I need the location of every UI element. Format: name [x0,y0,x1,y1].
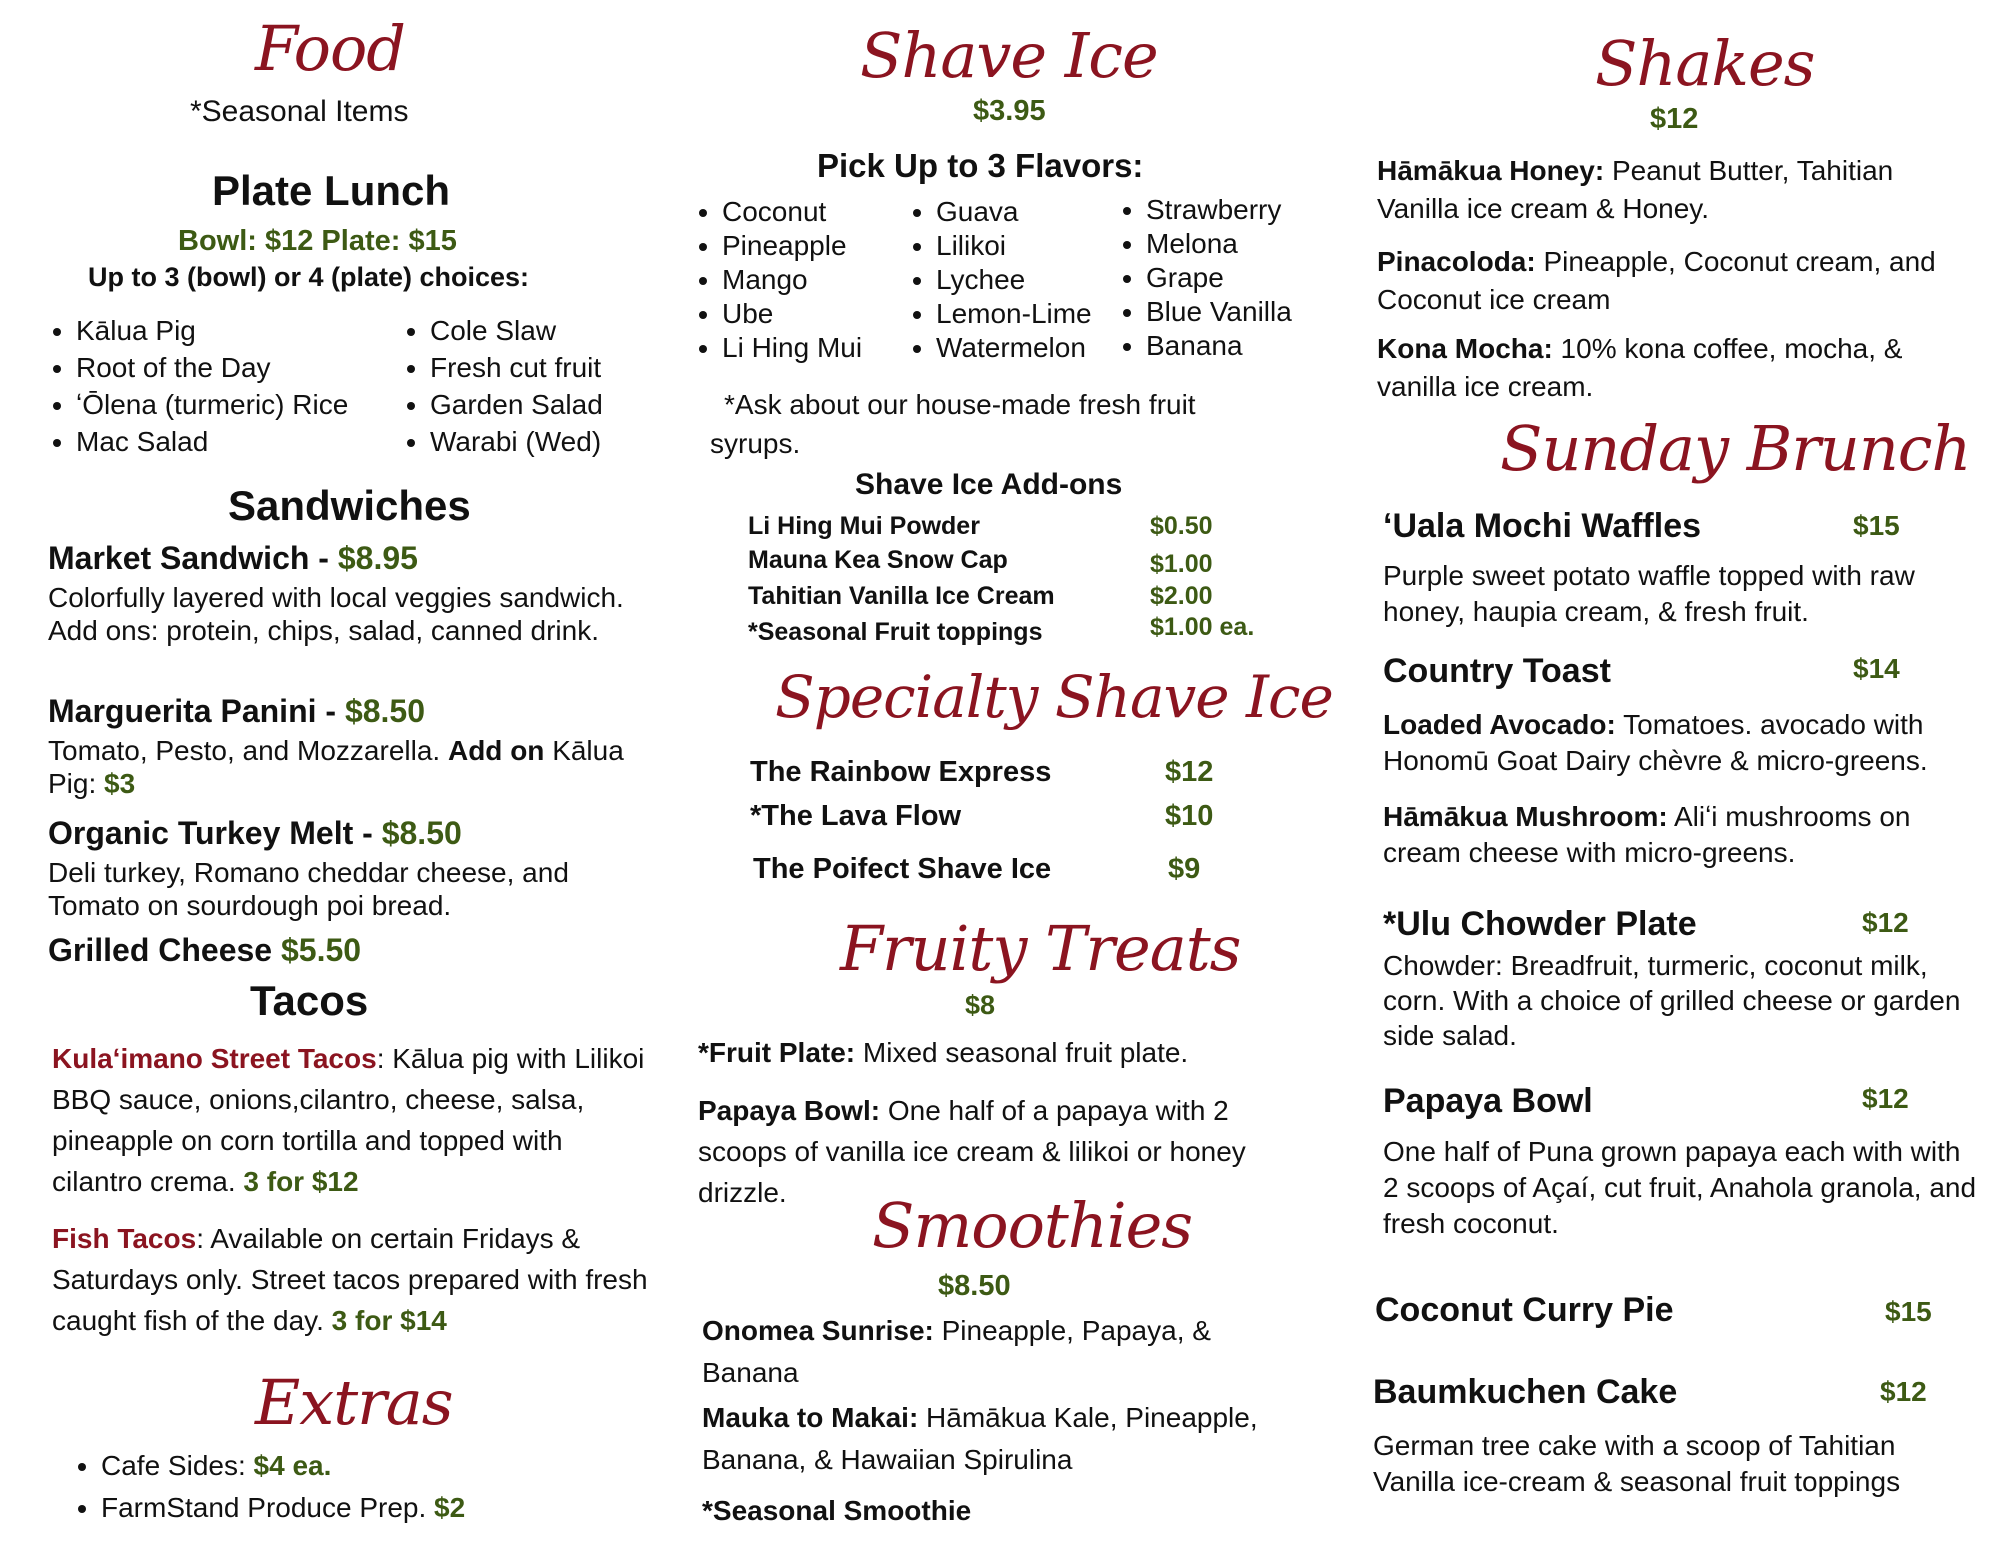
sandwich-grilled-cheese [48,932,361,969]
extras-list [65,1445,465,1529]
smoothies-title: Smoothies [872,1189,1193,1262]
plate-lunch-list-left [40,312,348,460]
sandwich-market [48,540,648,647]
specialty-name: The Poifect Shave Ice [753,853,1052,885]
list-item: • Garden Salad [430,386,603,423]
addon-price: $2.00 [1150,582,1213,610]
sandwich-panini [48,693,648,800]
list-item: • Mango [722,263,862,297]
list-item: • Lemon-Lime [936,297,1092,331]
shake-pinacoloda [1377,243,1977,319]
sandwiches-title: Sandwiches [228,482,471,529]
specialty-price: $10 [1165,800,1214,832]
addon-price: $1.00 ea. [1150,613,1255,641]
list-item: • Pineapple [722,229,862,263]
list-item: • Banana [1146,329,1292,363]
smoothies-price: $8.50 [938,1270,1011,1302]
item-desc: Aliʻi mushrooms on cream cheese with micro-greens. [1383,801,1911,868]
item-desc: Colorfully layered with local veggies sandwich. Add ons: protein, chips, salad, canned drink. [48,582,624,647]
shake-mocha [1377,330,1957,406]
cake-price: $12 [1880,1376,1927,1407]
extras-title: Extras [255,1366,453,1439]
specialty-price: $12 [1165,756,1214,788]
flavors-list-2 [904,195,1092,365]
seasonal-note: *Seasonal Items [190,95,409,128]
item-name: Onomea Sunrise: [702,1315,934,1346]
flavors-list-1 [690,195,862,365]
extra-price: $4 ea. [253,1450,332,1481]
item-name: Papaya Bowl: [698,1095,881,1126]
waffles-price: $15 [1853,510,1900,541]
addon-text: Kālua Pig: [48,735,624,800]
syrups-note: *Ask about our house-made fresh fruit syrups. [710,389,1196,459]
extra-price: $2 [434,1492,466,1523]
food-column [40,0,660,1545]
item-name: Grilled Cheese [48,932,281,968]
shave-ice-price: $3.95 [973,95,1046,127]
item-name: Organic Turkey Melt - [48,815,382,851]
list-item [101,1445,465,1487]
plate-lunch-prices: Bowl: $12 Plate: $15 [178,225,457,257]
addon-price: $1.00 [1150,550,1213,578]
addon-label: Add on [447,735,545,766]
item-name: Marguerita Panini - [48,693,345,729]
shakes-title: Shakes [1595,27,1815,100]
addon-price: $0.50 [1150,512,1213,540]
tacos-title: Tacos [250,977,369,1024]
list-item: • Lychee [936,263,1092,297]
papaya-bowl-price: $12 [1862,1083,1909,1114]
list-item: • ʻŌlena (turmeric) Rice [76,386,348,423]
shakes-price: $12 [1650,103,1699,135]
list-item: • Li Hing Mui [722,331,862,365]
addon-name: Tahitian Vanilla Ice Cream [748,582,1055,610]
item-desc: Peanut Butter, Tahitian Vanilla ice cream & Honey. [1377,155,1894,224]
list-item: • Mac Salad [76,423,348,460]
item-price: $5.50 [280,932,362,968]
list-item: • Watermelon [936,331,1092,365]
specialty-price: $9 [1168,853,1201,885]
taco-kulaimano [52,1038,652,1202]
item-name: Pinacoloda: [1377,246,1536,277]
item-name: Kona Mocha: [1377,333,1553,364]
cake-desc: German tree cake with a scoop of Tahitian Vanilla ice-cream & seasonal fruit toppings [1373,1430,1901,1497]
item-desc: Deli turkey, Romano cheddar cheese, and Tomato on sourdough poi bread. [48,857,569,922]
item-desc: Tomato, Pesto, and Mozzarella. [48,735,441,766]
shakes-brunch-column [1365,0,1985,1545]
item-desc: 10% kona coffee, mocha, & vanilla ice cream. [1377,333,1903,402]
addon-name: Li Hing Mui Powder [748,512,980,540]
list-item: • Guava [936,195,1092,229]
list-item: • Blue Vanilla [1146,295,1292,329]
item-desc: One half of a papaya with 2 scoops of vanilla ice cream & lilikoi or honey drizzle. [698,1095,1246,1208]
smoothie-seasonal: *Seasonal Smoothie [702,1495,972,1526]
item-desc: Hāmākua Kale, Pineapple, Banana, & Hawaiian Spirulina [702,1402,1258,1475]
item-name: Loaded Avocado: [1383,709,1616,740]
toast-mushroom [1383,799,1983,871]
fruity-title: Fruity Treats [840,912,1241,985]
fruit-plate [698,1036,1298,1069]
fruity-price: $8 [965,990,996,1020]
item-name: Hāmākua Mushroom: [1383,801,1668,832]
list-item: • Fresh cut fruit [430,349,603,386]
smoothie-mauka [702,1397,1302,1481]
cake-name: Baumkuchen Cake [1373,1373,1678,1411]
plate-lunch-choices: Up to 3 (bowl) or 4 (plate) choices: [88,262,530,292]
list-item: • Kālua Pig [76,312,348,349]
list-item: • Melona [1146,227,1292,261]
smoothie-onomea [702,1310,1282,1394]
chowder-desc: Chowder: Breadfruit, turmeric, coconut milk, corn. With a choice of grilled cheese or garden side salad. [1383,950,1961,1051]
item-desc: : Available on certain Fridays & Saturdays only. Street tacos prepared with fresh caught fish of the day. [52,1223,648,1336]
shave-ice-title: Shave Ice [860,19,1158,92]
addons-title: Shave Ice Add-ons [855,468,1123,501]
item-desc: Pineapple, Papaya, & Banana [702,1315,1211,1388]
plate-lunch-list-right [394,312,603,460]
papaya-bowl-desc: One half of Puna grown papaya each with with 2 scoops of Açaí, cut fruit, Anahola granola, and fresh coconut. [1383,1136,1977,1239]
extra-label: FarmStand Produce Prep. [101,1492,435,1523]
shake-honey [1377,152,1977,228]
curry-pie-price: $15 [1885,1296,1932,1327]
list-item: • Root of the Day [76,349,348,386]
item-desc: Mixed seasonal fruit plate. [855,1037,1189,1068]
list-item: • Warabi (Wed) [430,423,603,460]
waffles-desc: Purple sweet potato waffle topped with raw honey, haupia cream, & fresh fruit. [1383,560,1915,627]
toast-avocado [1383,707,1983,779]
shave-ice-column [690,0,1333,1545]
curry-pie-name: Coconut Curry Pie [1375,1291,1674,1329]
item-price: $8.50 [381,815,462,851]
item-price: 3 for $14 [331,1305,447,1336]
brunch-title: Sunday Brunch [1500,412,1971,485]
pick-flavors: Pick Up to 3 Flavors: [817,147,1144,184]
sandwich-turkey [48,815,648,922]
chowder-name: *Ulu Chowder Plate [1383,905,1697,943]
list-item: • Grape [1146,261,1292,295]
item-name: Hāmākua Honey: [1377,155,1605,186]
item-price: 3 for $12 [243,1166,359,1197]
toast-price: $14 [1853,653,1900,684]
waffles-name: ʻUala Mochi Waffles [1383,507,1702,545]
list-item [101,1487,465,1529]
specialty-title: Specialty Shave Ice [775,663,1333,731]
item-name: Kulaʻimano Street Tacos [52,1043,377,1074]
specialty-name: The Rainbow Express [750,756,1052,788]
extra-label: Cafe Sides: [101,1450,254,1481]
list-item: • Coconut [722,195,862,229]
item-desc: Pineapple, Coconut cream, and Coconut ice cream [1377,246,1936,315]
item-desc: Tomatoes. avocado with Honomū Goat Dairy chèvre & micro-greens. [1383,709,1928,776]
item-name: *Fruit Plate: [698,1037,856,1068]
plate-lunch-title: Plate Lunch [212,167,451,214]
chowder-price: $12 [1862,907,1909,938]
list-item: • Cole Slaw [430,312,603,349]
food-title: Food [255,12,405,85]
specialty-name: *The Lava Flow [750,800,962,832]
list-item: • Lilikoi [936,229,1092,263]
addon-name: *Seasonal Fruit toppings [748,618,1043,646]
addon-price: $3 [104,768,136,800]
addon-name: Mauna Kea Snow Cap [748,546,1008,574]
item-price: $8.95 [337,540,418,576]
item-name: Market Sandwich - [48,540,338,576]
item-name: Mauka to Makai: [702,1402,919,1433]
taco-fish [52,1218,652,1341]
list-item: • Ube [722,297,862,331]
list-item: • Strawberry [1146,193,1292,227]
item-name: Fish Tacos [52,1223,197,1254]
toast-name: Country Toast [1383,652,1611,690]
flavors-list-3 [1114,193,1292,363]
item-price: $8.50 [344,693,426,729]
item-desc: : Kālua pig with Lilikoi BBQ sauce, onions,cilantro, cheese, salsa, pineapple on corn tortilla and topped with cilantro crema. [52,1043,645,1197]
papaya-bowl-name: Papaya Bowl [1383,1082,1593,1120]
